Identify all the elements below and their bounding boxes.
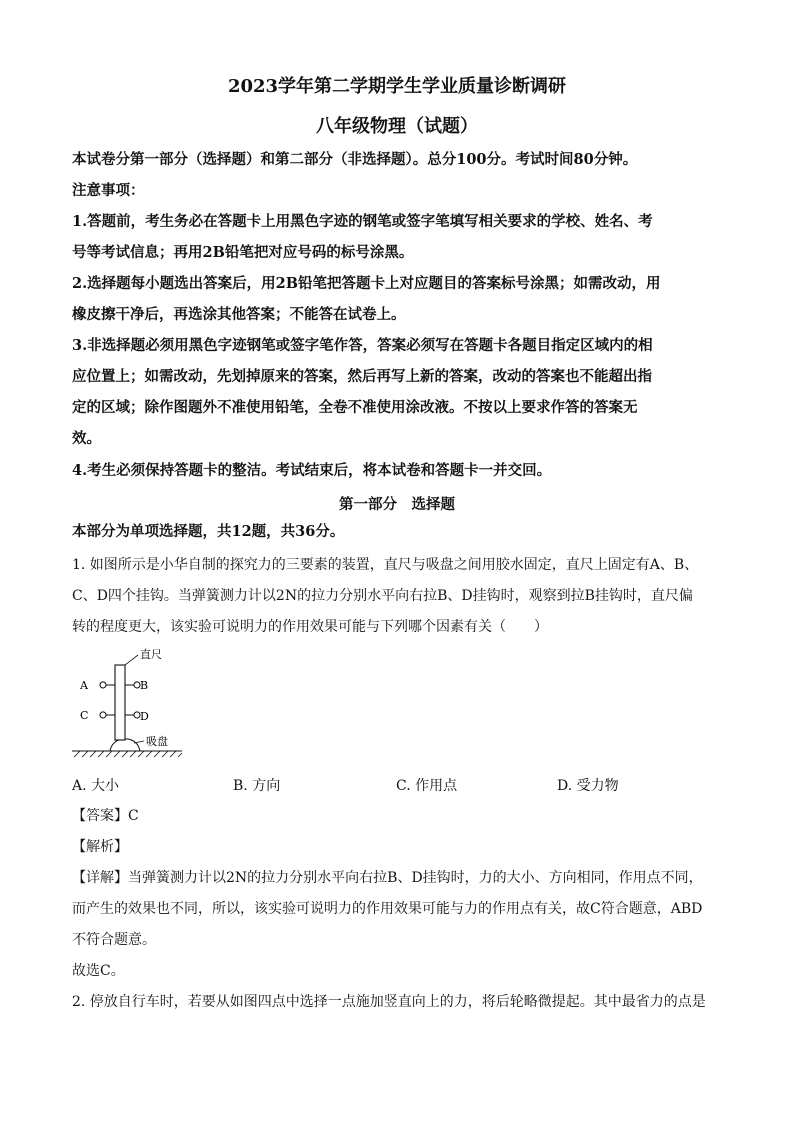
q1-detail-line-2: 而产生的效果也不同，所以，该实验可说明力的作用效果可能与力的作用点有关，故C符合题意，ABD	[72, 901, 703, 917]
note-3-line-2: 应位置上；如需改动，先划掉原来的答案，然后再写上新的答案，改动的答案也不能超出指	[72, 368, 652, 385]
part1-desc: 本部分为单项选择题，共12题，共36分。	[72, 523, 345, 540]
q1-option-d: D. 受力物	[557, 778, 619, 794]
ruler-leader-line	[125, 655, 138, 665]
note-2-line-1: 2.选择题每小题选出答案后，用2B铅笔把答题卡上对应题目的答案标号涂黑；如需改动，用	[72, 275, 661, 292]
note-3-line-1: 3.非选择题必须用黑色字迹钢笔或签字笔作答，答案必须写在答题卡各题目指定区域内的相	[72, 337, 653, 354]
exam-title: 2023学年第二学期学生学业质量诊断调研	[227, 76, 567, 97]
ruler-label: 直尺	[140, 648, 162, 661]
note-1-line-1: 1.答题前，考生务必在答题卡上用黑色字迹的钢笔或签字笔填写相关要求的学校、姓名、考	[72, 213, 653, 230]
q1-analysis: 【解析】	[72, 839, 128, 855]
q1-option-b: B. 方向	[233, 778, 281, 794]
q1-option-a: A. 大小	[72, 778, 120, 794]
note-3-line-4: 效。	[72, 430, 101, 447]
intro-line: 本试卷分第一部分（选择题）和第二部分（非选择题）。总分100分。考试时间80分钟。	[72, 151, 638, 168]
part1-heading: 第一部分 选择题	[339, 496, 455, 513]
notice-label: 注意事项：	[72, 182, 145, 199]
q1-option-c: C. 作用点	[396, 778, 458, 794]
hook-c	[100, 712, 115, 718]
q1-detail-line-3: 不符合题意。	[72, 932, 156, 948]
q1-conclusion: 故选C。	[72, 963, 125, 979]
note-4-line-1: 4.考生必须保持答题卡的整洁。考试结束后，将本试卷和答题卡一并交回。	[72, 462, 552, 479]
q1-line-3: 转的程度更大，该实验可说明力的作用效果可能与下列哪个因素有关（ ）	[72, 619, 548, 635]
sucker-shape	[110, 739, 140, 751]
hook-d	[125, 712, 140, 718]
label-c: C	[80, 709, 89, 722]
exam-subtitle: 八年级物理（试题）	[316, 116, 478, 137]
hook-b	[125, 682, 140, 688]
q1-line-1: 1. 如图所示是小华自制的探究力的三要素的装置，直尺与吸盘之间用胶水固定，直尺上固定有A、B、	[72, 557, 699, 573]
note-1-line-2: 号等考试信息；再用2B铅笔把对应号码的标号涂黑。	[72, 244, 414, 261]
q1-detail-line-1: 【详解】当弹簧测力计以2N的拉力分别水平向右拉B、D挂钩时，力的大小、方向相同，作用点不同，	[72, 870, 703, 886]
note-2-line-2: 橡皮擦干净后，再选涂其他答案；不能答在试卷上。	[72, 306, 406, 323]
label-b: B	[140, 679, 149, 692]
q1-answer: 【答案】C	[72, 808, 139, 824]
ruler-shape	[115, 665, 125, 740]
label-d: D	[140, 710, 149, 723]
q1-line-2: C、D四个挂钩。当弹簧测力计以2N的拉力分别水平向右拉B、D挂钩时，观察到拉B挂钩时，直尺偏	[72, 588, 693, 604]
q1-figure	[72, 645, 192, 760]
note-3-line-3: 定的区域；除作图题外不准使用铅笔，全卷不准使用涂改液。不按以上要求作答的答案无	[72, 399, 638, 416]
sucker-label: 吸盘	[146, 735, 168, 748]
ground-hatching	[74, 751, 182, 757]
hook-a	[100, 682, 115, 688]
label-a: A	[80, 679, 88, 692]
q2-line-1: 2. 停放自行车时，若要从如图四点中选择一点施加竖直向上的力，将后轮略微提起。其中最省力的点是	[72, 994, 706, 1010]
